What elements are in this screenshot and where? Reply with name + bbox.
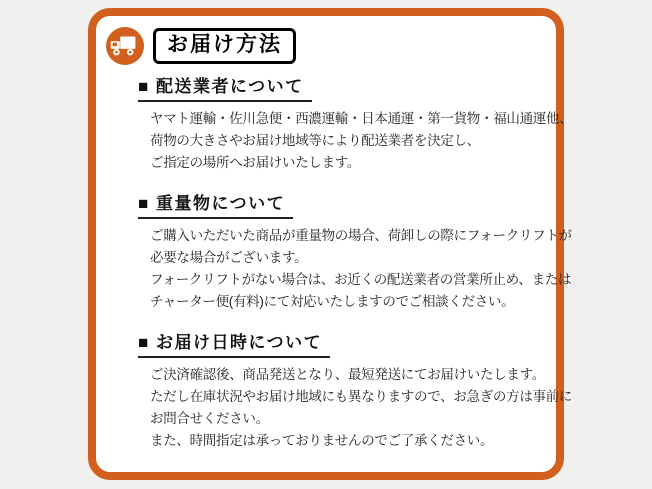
body-line: ただし在庫状況やお届け地域にも異なりますので、お急ぎの方は事前に	[150, 389, 573, 404]
body-line: チャーター便(有料)にて対応いたしますのでご相談ください。	[150, 294, 515, 309]
page-title-label: お届け方法	[167, 33, 282, 56]
panel-header	[106, 27, 556, 65]
body-line: 荷物の大きさやお届け地域等により配送業者を決定し、	[150, 133, 480, 148]
truck-icon	[106, 27, 144, 65]
section-carriers-heading: ■ 配送業者について	[138, 72, 312, 102]
section-delivery-datetime-heading: ■ お届け日時について	[138, 328, 330, 358]
section-heavy-items-body	[150, 225, 572, 313]
section-carriers-body	[150, 108, 573, 174]
body-line: ご指定の場所へお届けいたします。	[150, 155, 361, 170]
section-heavy-items-heading: ■ 重量物について	[138, 189, 293, 219]
body-line: お問合せください。	[150, 411, 269, 426]
section-delivery-datetime	[138, 328, 573, 452]
body-line: フォークリフトがない場合は、お近くの配送業者の営業所止め、または	[150, 272, 572, 287]
page-title	[153, 28, 296, 64]
body-line: ご購入いただいた商品が重量物の場合、荷卸しの際にフォークリフトが	[150, 228, 572, 243]
delivery-info-panel	[88, 8, 573, 480]
body-line: また、時間指定は承っておりませんのでご了承ください。	[150, 433, 494, 448]
body-line: ご決済確認後、商品発送となり、最短発送にてお届けいたします。	[150, 367, 545, 382]
body-line: 必要な場合がございます。	[150, 250, 308, 265]
section-heavy-items	[138, 189, 572, 313]
section-carriers	[138, 72, 573, 174]
section-delivery-datetime-body	[150, 364, 573, 452]
body-line: ヤマト運輸・佐川急便・西濃運輸・日本通運・第一貨物・福山通運他、	[150, 111, 573, 126]
